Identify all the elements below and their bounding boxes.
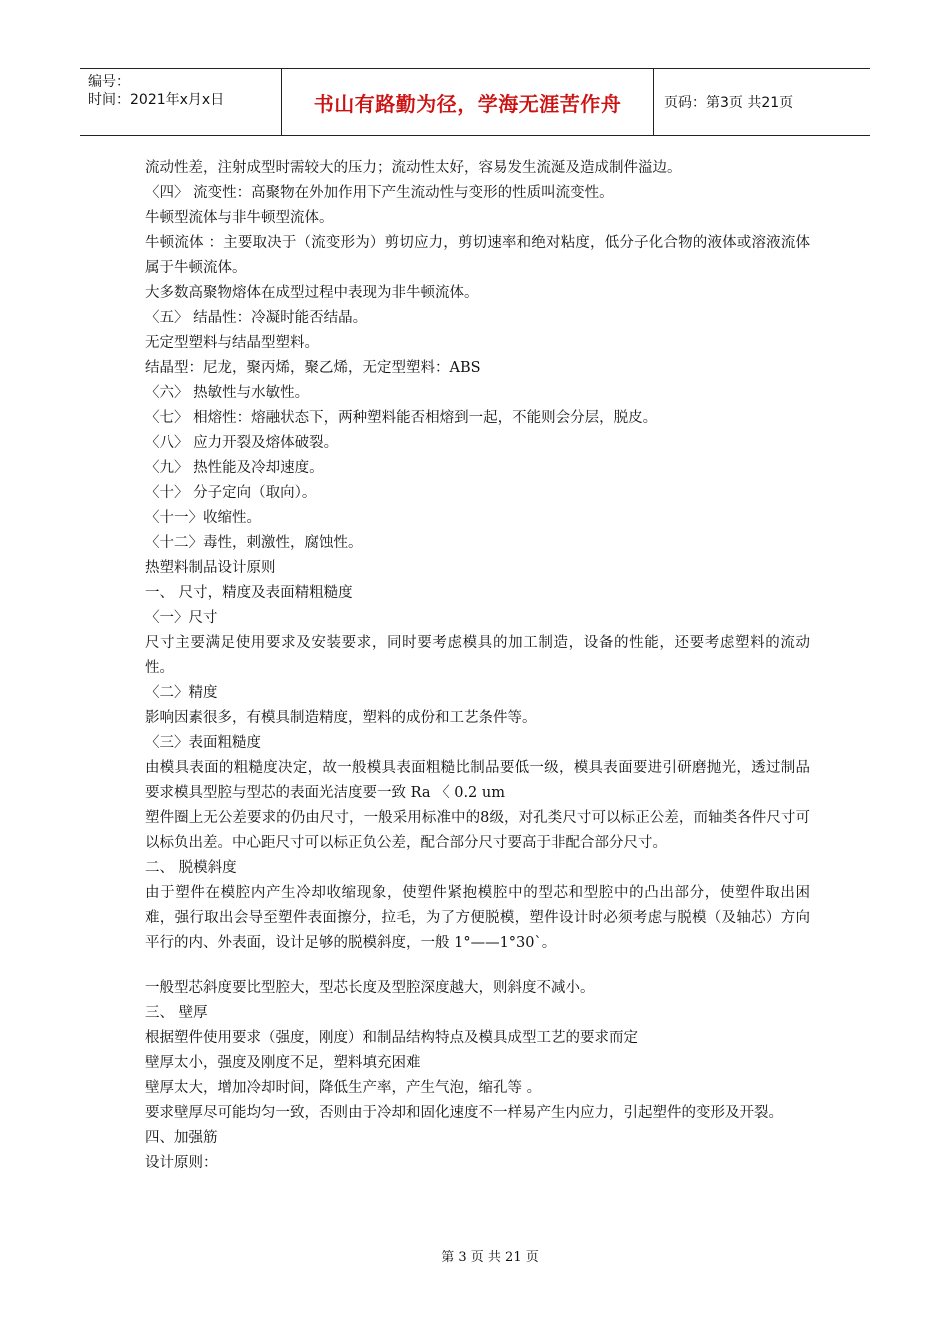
paragraph: 结晶型：尼龙，聚丙烯，聚乙烯，无定型塑料：ABS: [145, 360, 481, 376]
paragraph: 壁厚太大，增加冷却时间，降低生产率，产生气泡，缩孔等 。: [145, 1080, 542, 1096]
section-heading: 二、 脱模斜度: [145, 860, 237, 876]
section-heading: 热塑料制品设计原则: [145, 560, 276, 576]
paragraph: 壁厚太小，强度及刚度不足，塑料填充困难: [145, 1055, 421, 1071]
paragraph: 一般型芯斜度要比型腔大，型芯长度及型腔深度越大，则斜度不减小。: [145, 980, 595, 996]
paragraph: 〈十一〉收缩性。: [145, 510, 261, 526]
paragraph: 牛顿流体 ：主要取决于（流变形为）剪切应力，剪切速率和绝对粘度，低分子化合物的液体或溶液流体属于牛顿流体。: [145, 235, 810, 276]
paragraph: 〈四〉 流变性：高聚物在外加作用下产生流动性与变形的性质叫流变性。: [145, 185, 614, 201]
document-date: 时间：2021年x月x日: [88, 92, 225, 108]
paragraph: 〈六〉 热敏性与水敏性。: [145, 385, 310, 401]
paragraph: 无定型塑料与结晶型塑料。: [145, 335, 319, 351]
paragraph: 根据塑件使用要求（强度，刚度）和制品结构特点及模具成型工艺的要求而定: [145, 1030, 638, 1046]
section-heading: 一、 尺寸，精度及表面精粗糙度: [145, 585, 353, 601]
paragraph: 大多数高聚物熔体在成型过程中表现为非牛顿流体。: [145, 285, 479, 301]
section-heading: 四、加强筋: [145, 1130, 218, 1146]
paragraph: 〈九〉 热性能及冷却速度。: [145, 460, 324, 476]
paragraph: 〈七〉 相熔性：熔融状态下，两种塑料能否相熔到一起，不能则会分层，脱皮。: [145, 410, 658, 426]
document-header: [80, 68, 870, 136]
paragraph: 影响因素很多，有模具制造精度，塑料的成份和工艺条件等。: [145, 710, 537, 726]
subsection-heading: 〈二〉精度: [145, 685, 218, 701]
footer-page-number: 第 3 页 共 21 页: [441, 1250, 539, 1265]
header-meta-cell: [80, 69, 282, 135]
header-motto: 书山有路勤为径，学海无涯苦作舟: [313, 91, 622, 116]
paragraph: 由于塑件在模腔内产生冷却收缩现象，使塑件紧抱模腔中的型芯和型腔中的凸出部分，使塑件取出困难，强行取出会导至塑件表面擦分，拉毛，为了方便脱模，塑件设计时必须考虑与脱模（及轴芯）方向平行的内、外表面，设计足够的脱模斜度，一般 1°——1°30`。: [145, 885, 810, 951]
paragraph: 流动性差，注射成型时需较大的压力；流动性太好，容易发生流涎及造成制件溢边。: [145, 160, 682, 176]
paragraph: 尺寸主要满足使用要求及安装要求，同时要考虑模具的加工制造，设备的性能，还要考虑塑料的流动性。: [145, 635, 810, 676]
paragraph: 设计原则：: [145, 1155, 218, 1171]
subsection-heading: 〈三〉表面粗糙度: [145, 735, 261, 751]
section-heading: 三、 壁厚: [145, 1005, 208, 1021]
paragraph: 〈五〉 结晶性：冷凝时能否结晶。: [145, 310, 368, 326]
paragraph: 〈十〉 分子定向（取向）。: [145, 485, 317, 501]
paragraph: 牛顿型流体与非牛顿型流体。: [145, 210, 334, 226]
header-page-info: 页码：第3页 共21页: [664, 95, 794, 111]
subsection-heading: 〈一〉尺寸: [145, 610, 218, 626]
page-footer: [0, 1246, 950, 1265]
document-number-label: 编号：: [88, 74, 130, 90]
document-body: [145, 156, 810, 1176]
paragraph: 要求壁厚尽可能均匀一致，否则由于冷却和固化速度不一样易产生内应力，引起塑件的变形及开裂。: [145, 1105, 783, 1121]
paragraph: 塑件圈上无公差要求的仍由尺寸，一般采用标准中的8级，对孔类尺寸可以标正公差，而轴类各件尺寸可以标负出差。中心距尺寸可以标正负公差，配合部分尺寸要高于非配合部分尺寸。: [145, 810, 810, 851]
paragraph: 〈十二〉毒性，刺激性，腐蚀性。: [145, 535, 363, 551]
header-motto-cell: [282, 69, 654, 135]
paragraph: 〈八〉 应力开裂及熔体破裂。: [145, 435, 339, 451]
header-page-cell: [654, 69, 870, 135]
paragraph: 由模具表面的粗糙度决定，故一般模具表面粗糙比制品要低一级，模具表面要进引研磨抛光，透过制品要求模具型腔与型芯的表面光洁度要一致 Ra 〈 0.2 um: [145, 760, 810, 801]
